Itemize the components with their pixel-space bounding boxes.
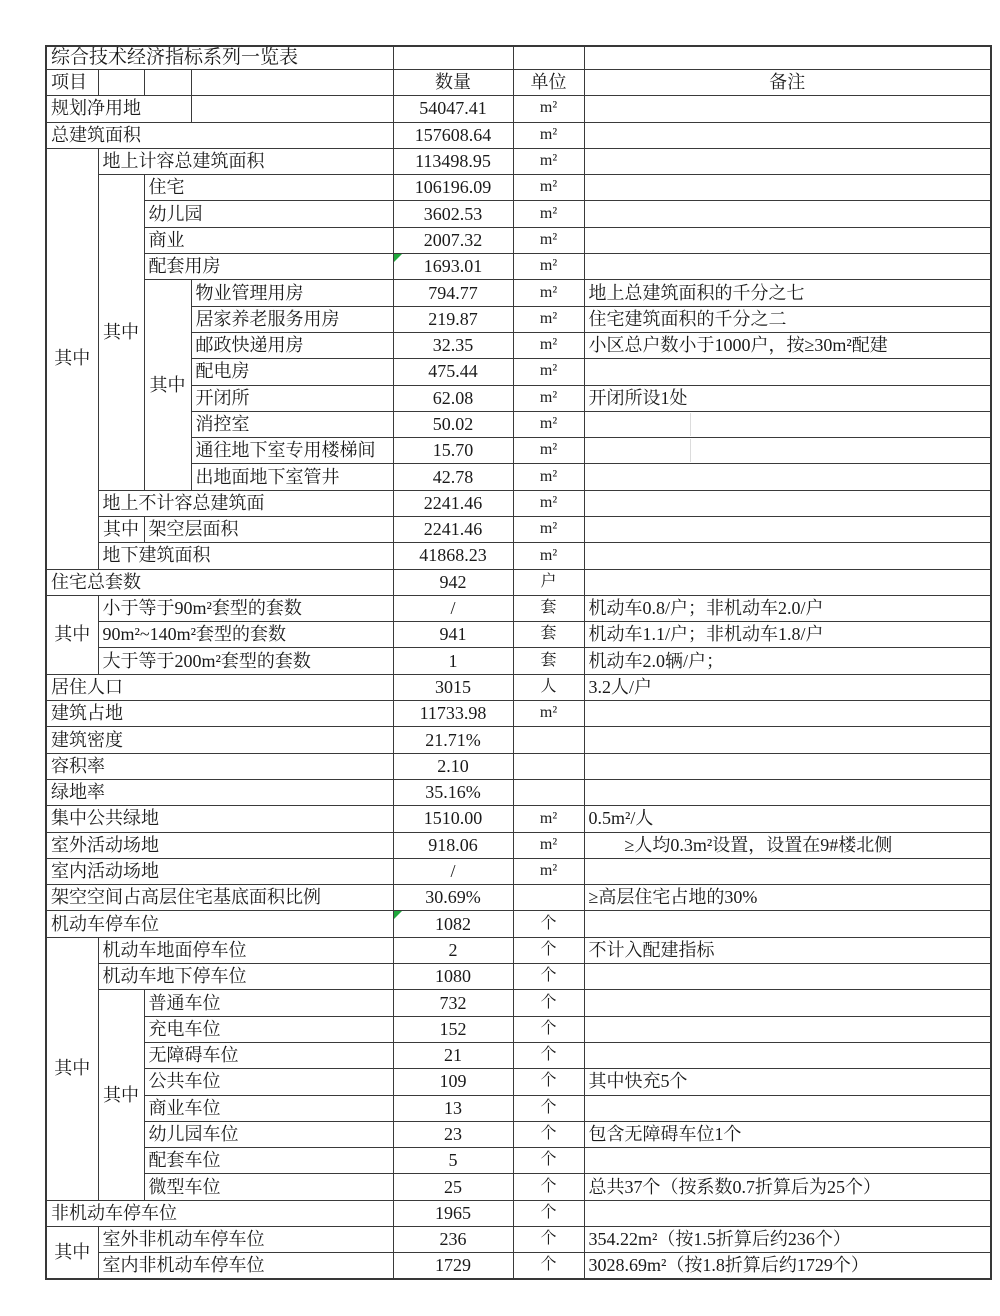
item-label: 总建筑面积 (46, 122, 393, 148)
note-text (584, 148, 991, 174)
group-label: 其中 (46, 595, 98, 674)
item-label: 90m²~140m²套型的套数 (98, 622, 393, 648)
item-label: 规划净用地 (46, 96, 191, 122)
note-text: 其中快充5个 (584, 1069, 991, 1095)
note-text: 354.22m²（按1.5折算后约236个） (584, 1227, 991, 1253)
unit-value: 户 (513, 569, 584, 595)
group-label: 其中 (98, 175, 144, 491)
item-label: 商业 (144, 227, 393, 253)
table-row (46, 96, 991, 122)
table-row (46, 1121, 991, 1147)
unit-value: 个 (513, 1174, 584, 1200)
table-row (46, 727, 991, 753)
item-label: 住宅 (144, 175, 393, 201)
unit-value: 个 (513, 1121, 584, 1147)
table-row (46, 911, 991, 937)
group-label: 其中 (98, 516, 144, 542)
note-text: 机动车0.8/户；非机动车2.0/户 (584, 595, 991, 621)
qty-value: 3602.53 (393, 201, 513, 227)
unit-value: m² (513, 227, 584, 253)
table-row (46, 148, 991, 174)
unit-value: 个 (513, 1200, 584, 1226)
note-text: 包含无障碍车位1个 (584, 1121, 991, 1147)
table-row (46, 674, 991, 700)
item-label: 室内非机动车停车位 (98, 1253, 393, 1279)
note-text (584, 701, 991, 727)
note-text (584, 122, 991, 148)
unit-value: m² (513, 280, 584, 306)
table-row (46, 1016, 991, 1042)
qty-value: 157608.64 (393, 122, 513, 148)
empty-cell (584, 46, 991, 69)
note-text (584, 779, 991, 805)
col-header-note: 备注 (584, 69, 991, 95)
unit-value: 人 (513, 674, 584, 700)
note-text (584, 201, 991, 227)
note-text: 地上总建筑面积的千分之七 (584, 280, 991, 306)
empty-cell (393, 46, 513, 69)
unit-value: m² (513, 201, 584, 227)
empty-cell (513, 46, 584, 69)
qty-value: 25 (393, 1174, 513, 1200)
table-row (46, 569, 991, 595)
note-text (584, 1200, 991, 1226)
unit-value: m² (513, 359, 584, 385)
item-label: 小于等于90m²套型的套数 (98, 595, 393, 621)
unit-value: m² (513, 858, 584, 884)
item-label: 非机动车停车位 (46, 1200, 393, 1226)
note-text (584, 359, 991, 385)
table-row (46, 122, 991, 148)
unit-value: m² (513, 385, 584, 411)
unit-value: 套 (513, 648, 584, 674)
unit-value: m² (513, 122, 584, 148)
unit-value: 个 (513, 1042, 584, 1068)
item-label: 微型车位 (144, 1174, 393, 1200)
unit-value: m² (513, 411, 584, 437)
unit-value: m² (513, 806, 584, 832)
note-text (584, 1095, 991, 1121)
qty-value: 1080 (393, 964, 513, 990)
qty-value: 42.78 (393, 464, 513, 490)
qty-value: 2 (393, 937, 513, 963)
item-label: 绿地率 (46, 779, 393, 805)
qty-value: 2007.32 (393, 227, 513, 253)
qty-value: 5 (393, 1148, 513, 1174)
table-row (46, 490, 991, 516)
item-label: 居家养老服务用房 (191, 306, 393, 332)
group-label: 其中 (144, 280, 191, 490)
unit-value: m² (513, 490, 584, 516)
note-text: ≥高层住宅占地的30% (584, 885, 991, 911)
qty-value (393, 911, 513, 937)
unit-value: 个 (513, 937, 584, 963)
item-label: 商业车位 (144, 1095, 393, 1121)
unit-value: 个 (513, 1095, 584, 1121)
note-text (584, 464, 991, 490)
unit-value (513, 779, 584, 805)
empty-cell (191, 96, 393, 122)
qty-value (393, 254, 513, 280)
table-row (46, 964, 991, 990)
note-text (584, 227, 991, 253)
qty-value: 106196.09 (393, 175, 513, 201)
note-text (584, 438, 991, 464)
item-label: 大于等于200m²套型的套数 (98, 648, 393, 674)
qty-value: 236 (393, 1227, 513, 1253)
item-label: 物业管理用房 (191, 280, 393, 306)
item-label: 地上不计容总建筑面 (98, 490, 393, 516)
item-label: 集中公共绿地 (46, 806, 393, 832)
note-text (584, 490, 991, 516)
table-row (46, 937, 991, 963)
qty-value: 152 (393, 1016, 513, 1042)
group-label: 其中 (46, 1227, 98, 1280)
note-text: 开闭所设1处 (584, 385, 991, 411)
note-text (584, 516, 991, 542)
unit-value: 个 (513, 1069, 584, 1095)
table-title: 综合技术经济指标系列一览表 (46, 46, 393, 69)
qty-value: 794.77 (393, 280, 513, 306)
note-text: 不计入配建指标 (584, 937, 991, 963)
note-text: 住宅建筑面积的千分之二 (584, 306, 991, 332)
unit-value (513, 727, 584, 753)
item-label: 地下建筑面积 (98, 543, 393, 569)
table-row (46, 595, 991, 621)
item-label: 容积率 (46, 753, 393, 779)
table-row (46, 779, 991, 805)
item-label: 室外非机动车停车位 (98, 1227, 393, 1253)
item-label: 消控室 (191, 411, 393, 437)
table-row (46, 280, 991, 306)
note-text: 小区总户数小于1000户，按≥30m²配建 (584, 332, 991, 358)
item-label: 机动车地面停车位 (98, 937, 393, 963)
unit-value: 个 (513, 911, 584, 937)
item-label: 建筑占地 (46, 701, 393, 727)
unit-value: m² (513, 516, 584, 542)
unit-value: 个 (513, 1148, 584, 1174)
qty-value: 109 (393, 1069, 513, 1095)
qty-value: 21.71% (393, 727, 513, 753)
corner-flag-icon (394, 254, 402, 262)
note-text: 总共37个（按系数0.7折算后为25个） (584, 1174, 991, 1200)
group-label: 其中 (46, 937, 98, 1200)
qty-value: 35.16% (393, 779, 513, 805)
unit-value: 个 (513, 964, 584, 990)
qty-value: 15.70 (393, 438, 513, 464)
note-text: 3.2人/户 (584, 674, 991, 700)
table-row (46, 254, 991, 280)
item-label: 架空空间占高层住宅基底面积比例 (46, 885, 393, 911)
group-label: 其中 (46, 148, 98, 569)
table-row (46, 69, 991, 95)
qty-value: 50.02 (393, 411, 513, 437)
note-text (584, 1016, 991, 1042)
qty-value: 41868.23 (393, 543, 513, 569)
qty-value: 54047.41 (393, 96, 513, 122)
qty-text: 1082 (435, 913, 472, 934)
table-row (46, 227, 991, 253)
item-label: 公共车位 (144, 1069, 393, 1095)
qty-value: 21 (393, 1042, 513, 1068)
table-row (46, 46, 991, 69)
item-label: 居住人口 (46, 674, 393, 700)
table-row (46, 648, 991, 674)
item-label: 无障碍车位 (144, 1042, 393, 1068)
item-label: 地上计容总建筑面积 (98, 148, 393, 174)
item-label: 机动车地下停车位 (98, 964, 393, 990)
table-row (46, 990, 991, 1016)
col-header-item: 项目 (46, 69, 98, 95)
item-label: 住宅总套数 (46, 569, 393, 595)
item-label: 配套车位 (144, 1148, 393, 1174)
item-label: 架空层面积 (144, 516, 393, 542)
qty-value: 62.08 (393, 385, 513, 411)
unit-value: m² (513, 148, 584, 174)
qty-value: / (393, 595, 513, 621)
note-text: 3028.69m²（按1.8折算后约1729个） (584, 1253, 991, 1279)
note-text (584, 911, 991, 937)
indicator-table (45, 45, 992, 1280)
qty-value: 1729 (393, 1253, 513, 1279)
table-row (46, 175, 991, 201)
table-row (46, 832, 991, 858)
qty-value: 113498.95 (393, 148, 513, 174)
table-row (46, 543, 991, 569)
table-row (46, 1200, 991, 1226)
qty-value: 1510.00 (393, 806, 513, 832)
unit-value: m² (513, 332, 584, 358)
note-text: 机动车1.1/户；非机动车1.8/户 (584, 622, 991, 648)
item-label: 幼儿园 (144, 201, 393, 227)
table-row (46, 885, 991, 911)
qty-value: 475.44 (393, 359, 513, 385)
qty-value: 23 (393, 1121, 513, 1147)
table-row (46, 753, 991, 779)
unit-value (513, 885, 584, 911)
note-text (584, 858, 991, 884)
item-label: 通往地下室专用楼梯间 (191, 438, 393, 464)
item-label: 配电房 (191, 359, 393, 385)
unit-value: m² (513, 701, 584, 727)
note-text (584, 727, 991, 753)
unit-value: 个 (513, 1016, 584, 1042)
qty-value: / (393, 858, 513, 884)
item-label: 配套用房 (144, 254, 393, 280)
unit-value: 个 (513, 990, 584, 1016)
note-text (584, 411, 991, 437)
unit-value: m² (513, 306, 584, 332)
qty-value: 32.35 (393, 332, 513, 358)
unit-value: 套 (513, 622, 584, 648)
qty-value: 918.06 (393, 832, 513, 858)
qty-value: 1 (393, 648, 513, 674)
table-row (46, 622, 991, 648)
indicator-table-sheet (45, 45, 992, 1280)
table-row (46, 1069, 991, 1095)
item-label: 出地面地下室管井 (191, 464, 393, 490)
item-label: 开闭所 (191, 385, 393, 411)
qty-value: 941 (393, 622, 513, 648)
qty-value: 942 (393, 569, 513, 595)
note-text: 0.5m²/人 (584, 806, 991, 832)
unit-value: m² (513, 543, 584, 569)
table-row (46, 806, 991, 832)
note-text (584, 543, 991, 569)
unit-value: m² (513, 464, 584, 490)
unit-value: m² (513, 438, 584, 464)
table-row (46, 701, 991, 727)
note-text: ≥人均0.3m²设置，设置在9#楼北侧 (584, 832, 991, 858)
qty-value: 2241.46 (393, 490, 513, 516)
note-text (584, 1148, 991, 1174)
item-label: 室内活动场地 (46, 858, 393, 884)
qty-value: 732 (393, 990, 513, 1016)
table-row (46, 1095, 991, 1121)
unit-value: 套 (513, 595, 584, 621)
note-text (584, 254, 991, 280)
table-row (46, 1227, 991, 1253)
item-label: 室外活动场地 (46, 832, 393, 858)
note-text (584, 990, 991, 1016)
item-label: 邮政快递用房 (191, 332, 393, 358)
table-row (46, 1042, 991, 1068)
item-label: 机动车停车位 (46, 911, 393, 937)
qty-value: 1965 (393, 1200, 513, 1226)
table-row (46, 1148, 991, 1174)
note-text (584, 1042, 991, 1068)
empty-cell (191, 69, 393, 95)
note-text: 机动车2.0辆/户； (584, 648, 991, 674)
unit-value: m² (513, 254, 584, 280)
note-text (584, 96, 991, 122)
unit-value: m² (513, 832, 584, 858)
table-row (46, 201, 991, 227)
group-label: 其中 (98, 990, 144, 1200)
col-header-qty: 数量 (393, 69, 513, 95)
unit-value: m² (513, 96, 584, 122)
unit-value: 个 (513, 1227, 584, 1253)
table-row (46, 1174, 991, 1200)
empty-cell (144, 69, 191, 95)
note-text (584, 175, 991, 201)
qty-value: 2241.46 (393, 516, 513, 542)
corner-flag-icon (394, 911, 402, 919)
note-text (584, 964, 991, 990)
item-label: 普通车位 (144, 990, 393, 1016)
item-label: 充电车位 (144, 1016, 393, 1042)
qty-value: 2.10 (393, 753, 513, 779)
unit-value: 个 (513, 1253, 584, 1279)
item-label: 建筑密度 (46, 727, 393, 753)
qty-value: 3015 (393, 674, 513, 700)
table-row (46, 516, 991, 542)
item-label: 幼儿园车位 (144, 1121, 393, 1147)
qty-value: 11733.98 (393, 701, 513, 727)
table-row (46, 1253, 991, 1279)
qty-value: 219.87 (393, 306, 513, 332)
note-text (584, 569, 991, 595)
note-text (584, 753, 991, 779)
unit-value: m² (513, 175, 584, 201)
table-row (46, 858, 991, 884)
empty-cell (98, 69, 144, 95)
qty-value: 30.69% (393, 885, 513, 911)
qty-value: 13 (393, 1095, 513, 1121)
qty-text: 1693.01 (423, 256, 483, 277)
col-header-unit: 单位 (513, 69, 584, 95)
unit-value (513, 753, 584, 779)
